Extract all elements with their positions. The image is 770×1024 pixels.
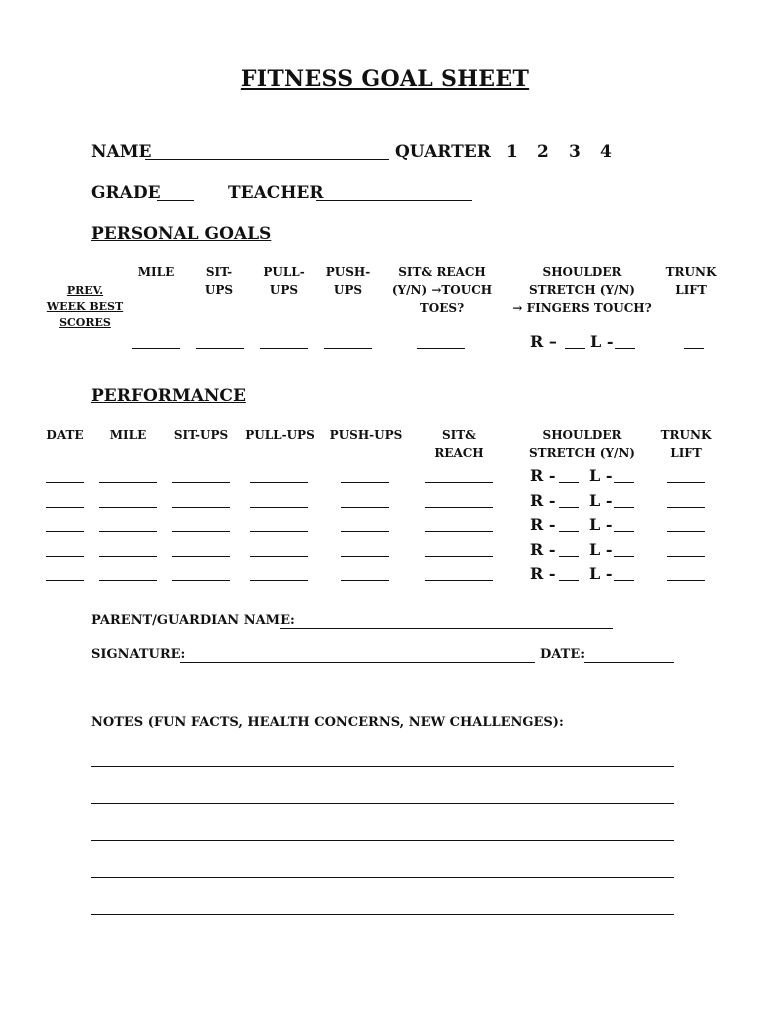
performance-heading: PERFORMANCE: [91, 386, 246, 406]
pg-situps-field[interactable]: [196, 348, 244, 349]
notes-line[interactable]: [91, 877, 674, 878]
perf-pullups-field[interactable]: [250, 482, 308, 483]
perf-situps-field[interactable]: [172, 556, 230, 557]
perf-pushups-header: PUSH-UPS: [329, 428, 403, 442]
perf-sitreach-header: SIT& REACH: [434, 428, 484, 460]
pg-trunk-field[interactable]: [684, 348, 704, 349]
perf-pullups-field[interactable]: [250, 580, 308, 581]
perf-situps-field[interactable]: [172, 580, 230, 581]
pg-sitreach-header: SIT& REACH (Y/N) →TOUCH TOES?: [391, 265, 493, 315]
perf-situps-header: SIT-UPS: [173, 428, 229, 442]
perf-shoulder-r-label: R -: [530, 539, 556, 559]
name-label: NAME: [91, 142, 152, 162]
perf-shoulder-r-field[interactable]: [559, 531, 579, 532]
perf-sitreach-field[interactable]: [425, 482, 493, 483]
perf-shoulder-l-field[interactable]: [614, 580, 634, 581]
perf-situps-field[interactable]: [172, 531, 230, 532]
perf-shoulder-l-label: L -: [589, 564, 613, 583]
perf-pushups-field[interactable]: [341, 531, 389, 532]
perf-shoulder-l-field[interactable]: [614, 507, 634, 508]
perf-pushups-field[interactable]: [341, 556, 389, 557]
perf-trunk-field[interactable]: [667, 482, 705, 483]
perf-shoulder-r-field[interactable]: [559, 507, 579, 508]
perf-pullups-field[interactable]: [250, 531, 308, 532]
perf-situps-field[interactable]: [172, 507, 230, 508]
pg-shoulder-l-label: L -: [590, 332, 614, 351]
pg-pushups-field[interactable]: [324, 348, 372, 349]
date-field[interactable]: [584, 662, 674, 663]
date-label: DATE:: [540, 647, 586, 662]
perf-shoulder-r-label: R -: [530, 466, 556, 485]
parent-name-field[interactable]: [280, 628, 613, 629]
perf-sitreach-field[interactable]: [425, 556, 493, 557]
perf-shoulder-l-label: L -: [589, 490, 613, 510]
pg-situps-header: SIT- UPS: [204, 265, 234, 297]
perf-sitreach-field[interactable]: [425, 507, 493, 508]
teacher-label: TEACHER: [228, 183, 324, 203]
prev-week-label: PREV. WEEK BEST SCORES: [46, 284, 124, 329]
notes-label: NOTES (FUN FACTS, HEALTH CONCERNS, NEW CHALLENGES):: [91, 715, 564, 730]
name-field[interactable]: [145, 159, 389, 160]
perf-pullups-field[interactable]: [250, 507, 308, 508]
quarter-option-1[interactable]: 1: [506, 142, 518, 162]
perf-date-field[interactable]: [46, 556, 84, 557]
perf-date-field[interactable]: [46, 482, 84, 483]
perf-date-header: DATE: [46, 428, 84, 442]
perf-shoulder-l-label: L -: [589, 466, 613, 485]
quarter-option-3[interactable]: 3: [569, 142, 581, 162]
perf-trunk-field[interactable]: [667, 580, 705, 581]
perf-mile-field[interactable]: [99, 482, 157, 483]
perf-shoulder-l-label: L -: [589, 515, 613, 534]
perf-shoulder-r-field[interactable]: [559, 580, 579, 581]
signature-field[interactable]: [180, 662, 535, 663]
perf-shoulder-r-field[interactable]: [559, 556, 579, 557]
perf-shoulder-l-label: L -: [589, 539, 613, 559]
pg-pullups-field[interactable]: [260, 348, 308, 349]
perf-mile-field[interactable]: [99, 507, 157, 508]
perf-situps-field[interactable]: [172, 482, 230, 483]
perf-date-field[interactable]: [46, 580, 84, 581]
grade-field[interactable]: [157, 200, 194, 201]
perf-shoulder-header: SHOULDER STRETCH (Y/N): [529, 428, 635, 460]
perf-pushups-field[interactable]: [341, 507, 389, 508]
pg-shoulder-l-field[interactable]: [615, 348, 635, 349]
perf-shoulder-r-label: R -: [530, 490, 556, 510]
signature-label: SIGNATURE:: [91, 647, 186, 662]
quarter-option-2[interactable]: 2: [537, 142, 549, 162]
notes-line[interactable]: [91, 914, 674, 915]
perf-trunk-header: TRUNK LIFT: [660, 428, 712, 460]
perf-date-field[interactable]: [46, 507, 84, 508]
perf-sitreach-field[interactable]: [425, 580, 493, 581]
notes-line[interactable]: [91, 840, 674, 841]
perf-shoulder-l-field[interactable]: [614, 556, 634, 557]
perf-pushups-field[interactable]: [341, 482, 389, 483]
personal-goals-heading: PERSONAL GOALS: [91, 224, 272, 244]
perf-trunk-field[interactable]: [667, 556, 705, 557]
perf-shoulder-r-label: R -: [530, 564, 556, 583]
pg-sitreach-field[interactable]: [417, 348, 465, 349]
notes-line[interactable]: [91, 803, 674, 804]
parent-label: PARENT/GUARDIAN NAME:: [91, 613, 295, 628]
perf-pullups-field[interactable]: [250, 556, 308, 557]
pg-shoulder-r-field[interactable]: [565, 348, 585, 349]
perf-mile-field[interactable]: [99, 556, 157, 557]
perf-trunk-field[interactable]: [667, 507, 705, 508]
teacher-field[interactable]: [316, 200, 472, 201]
quarter-option-4[interactable]: 4: [600, 142, 612, 162]
notes-line[interactable]: [91, 766, 674, 767]
pg-shoulder-r-label: R –: [530, 332, 557, 351]
perf-mile-header: MILE: [109, 428, 147, 442]
perf-date-field[interactable]: [46, 531, 84, 532]
page-title: FITNESS GOAL SHEET: [240, 66, 530, 92]
perf-shoulder-l-field[interactable]: [614, 482, 634, 483]
pg-mile-field[interactable]: [132, 348, 180, 349]
pg-trunk-header: TRUNK LIFT: [665, 265, 717, 297]
perf-trunk-field[interactable]: [667, 531, 705, 532]
pg-shoulder-header: SHOULDER STRETCH (Y/N) → FINGERS TOUCH?: [512, 265, 652, 315]
perf-pushups-field[interactable]: [341, 580, 389, 581]
grade-label: GRADE: [91, 183, 161, 203]
pg-pushups-header: PUSH- UPS: [325, 265, 371, 297]
perf-mile-field[interactable]: [99, 531, 157, 532]
perf-shoulder-r-label: R -: [530, 515, 556, 534]
perf-shoulder-l-field[interactable]: [614, 531, 634, 532]
perf-sitreach-field[interactable]: [425, 531, 493, 532]
perf-pullups-header: PULL-UPS: [245, 428, 315, 442]
pg-mile-header: MILE: [137, 265, 175, 279]
quarter-label: QUARTER: [395, 142, 491, 162]
perf-shoulder-r-field[interactable]: [559, 482, 579, 483]
pg-pullups-header: PULL- UPS: [263, 265, 305, 297]
perf-mile-field[interactable]: [99, 580, 157, 581]
